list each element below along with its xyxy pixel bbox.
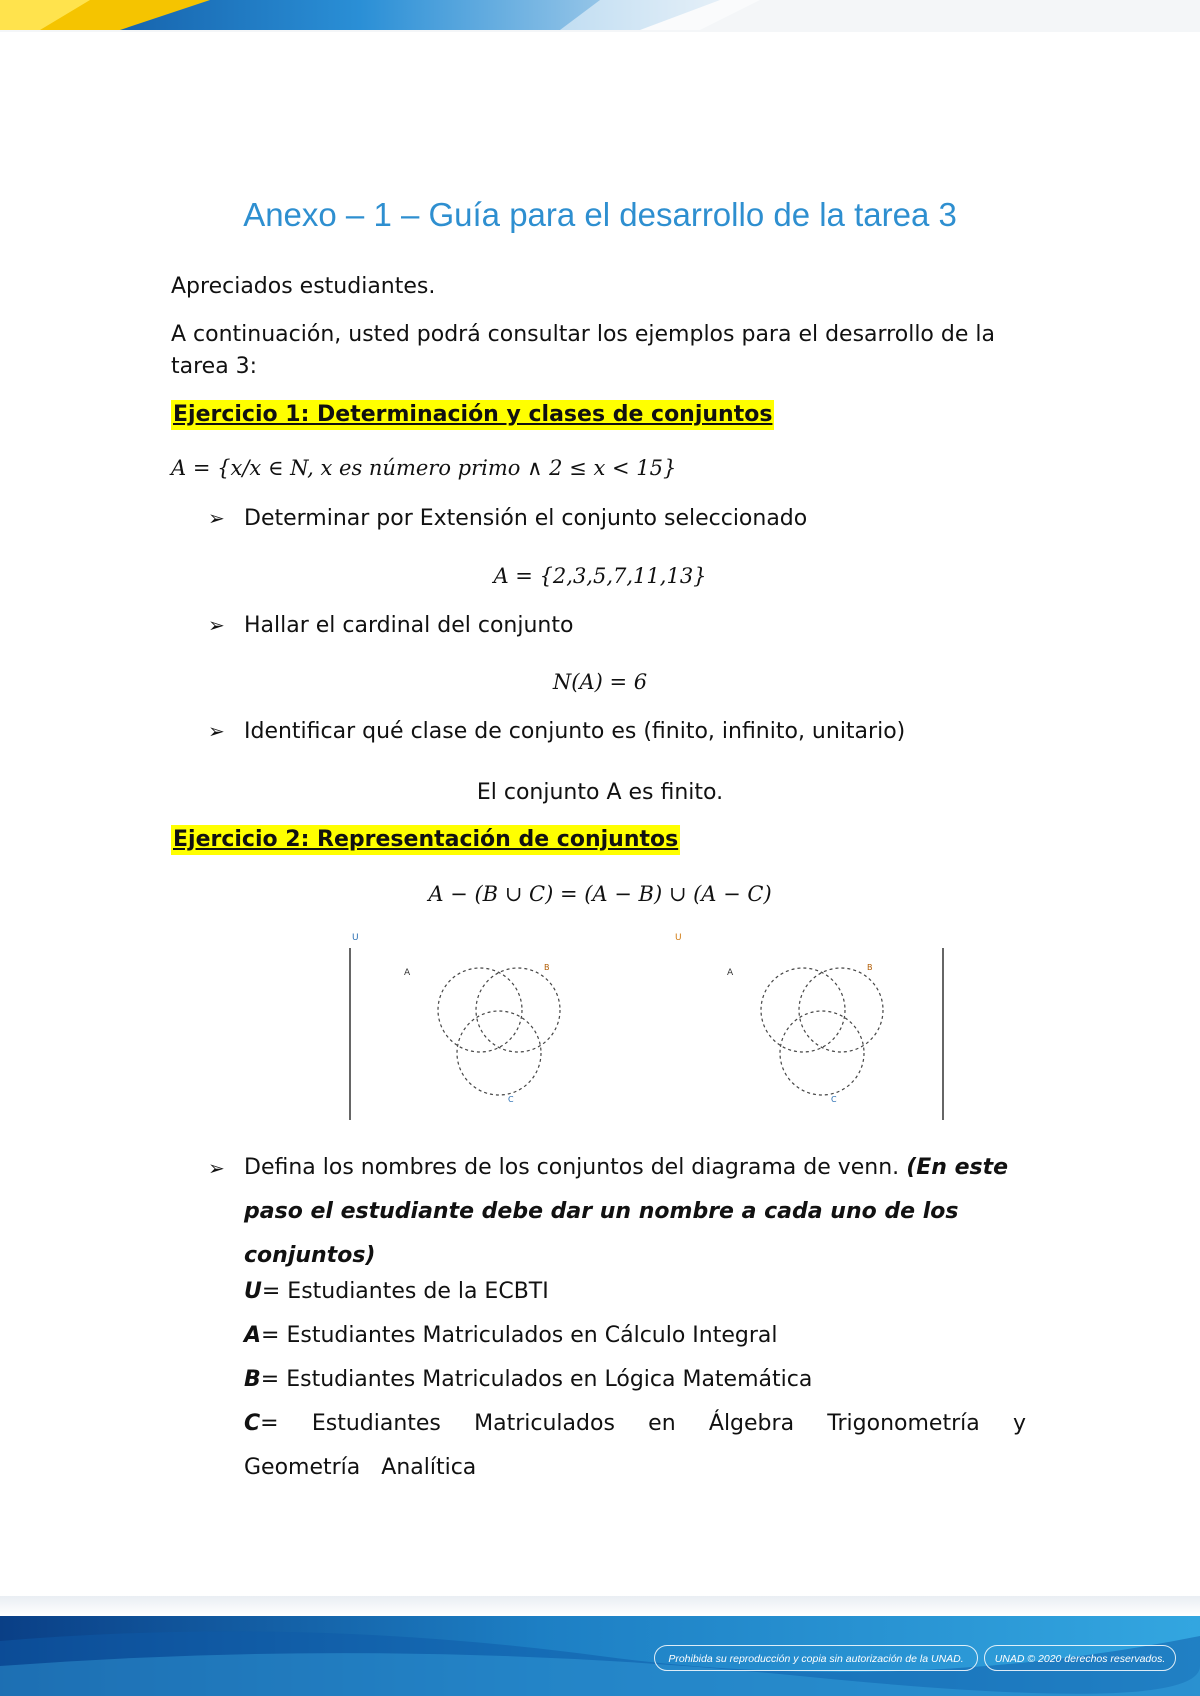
definition-b-text: = Estudiantes Matriculados en Lógica Matemática: [260, 1367, 813, 1392]
step1-label: Determinar por Extensión el conjunto seleccionado: [244, 506, 808, 531]
venn-right-label-b: B: [867, 963, 873, 972]
venn-right-label-a: A: [727, 968, 734, 978]
instruction-item: [208, 1146, 1028, 1278]
definition-b-letter: B: [244, 1367, 261, 1392]
venn-right-circle-b: [799, 968, 883, 1052]
venn-left-circle-b: [476, 968, 560, 1052]
venn-left-label-c: C: [508, 1095, 514, 1104]
venn-left-circle-a: [438, 968, 522, 1052]
step1-answer: A = {2,3,5,7,11,13}: [493, 564, 707, 588]
venn-left-label-b: B: [544, 963, 550, 972]
venn-left-label-u: U: [352, 933, 359, 943]
definition-a-letter: A: [244, 1323, 262, 1348]
instruction-text: Defina los nombres de los conjuntos del diagrama de venn.: [244, 1155, 900, 1180]
definition-a-text: = Estudiantes Matriculados en Cálculo Integral: [261, 1323, 778, 1348]
step2-item: [208, 610, 573, 641]
venn-diagram-right: [675, 933, 943, 1120]
definition-u-text: = Estudiantes de la ECBTI: [261, 1279, 549, 1304]
exercise1-heading: Ejercicio 1: Determinación y clases de conjuntos: [171, 400, 774, 430]
venn-left-label-a: A: [404, 968, 411, 978]
exercise2-heading: Ejercicio 2: Representación de conjuntos: [171, 825, 680, 855]
venn-right-circle-c: [780, 1011, 864, 1095]
definition-c: [244, 1402, 1026, 1490]
venn-right-circle-a: [761, 968, 845, 1052]
header-banner: [0, 0, 1200, 32]
arrow-bullet-icon: ➢: [208, 613, 225, 637]
venn-left-circle-c: [457, 1011, 541, 1095]
step2-label: Hallar el cardinal del conjunto: [244, 613, 574, 638]
definition-c-text: = Estudiantes Matriculados en Álgebra Trigonometría y Geometría Analítica: [244, 1411, 1026, 1480]
arrow-bullet-icon: ➢: [208, 1156, 225, 1180]
instruction-note: (En este paso el estudiante debe dar un nombre a cada uno de los conjuntos): [244, 1155, 1009, 1268]
venn-right-label-u: U: [675, 933, 682, 943]
document-title: Anexo – 1 – Guía para el desarrollo de la tarea 3: [243, 196, 957, 233]
footer-copy-notice: Prohibida su reproducción y copia sin autorización de la UNAD.: [654, 1645, 978, 1671]
definition-u: [244, 1270, 1026, 1314]
arrow-bullet-icon: ➢: [208, 506, 225, 530]
step2-answer: N(A) = 6: [552, 670, 648, 694]
set-equation: A − (B ∪ C) = (A − B) ∪ (A − C): [428, 882, 772, 906]
venn-diagrams: [340, 930, 960, 1125]
step3-label: Identificar qué clase de conjunto es (finito, infinito, unitario): [244, 719, 906, 744]
definition-c-letter: C: [244, 1411, 261, 1436]
arrow-bullet-icon: ➢: [208, 719, 225, 743]
intro-paragraph: A continuación, usted podrá consultar los ejemplos para el desarrollo de la tarea 3:: [171, 322, 995, 379]
footer-copyright: UNAD © 2020 derechos reservados.: [984, 1645, 1176, 1671]
step3-item: [208, 716, 905, 747]
step3-answer: El conjunto A es finito.: [476, 780, 724, 805]
venn-diagram-left: [350, 933, 560, 1120]
definition-b: [244, 1358, 1026, 1402]
venn-right-label-c: C: [831, 1095, 837, 1104]
definition-a: [244, 1314, 1026, 1358]
step1-item: [208, 503, 807, 534]
set-definition: A = {x/x ∈ N, x es número primo ∧ 2 ≤ x < 15}: [171, 456, 677, 480]
greeting: Apreciados estudiantes.: [171, 274, 436, 299]
definition-u-letter: U: [244, 1279, 262, 1304]
